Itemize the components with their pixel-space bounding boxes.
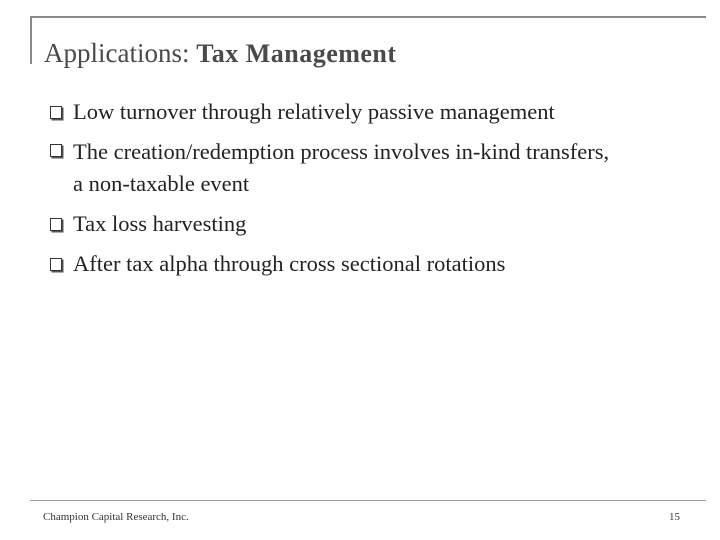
page-number: 15: [669, 511, 680, 523]
bullet-text: After tax alpha through cross sectional rotations: [73, 251, 506, 276]
square-bullet-icon: [50, 144, 62, 157]
square-bullet-icon: [50, 218, 62, 231]
title-frame-top-rule: [30, 16, 706, 18]
square-bullet-icon: [50, 106, 62, 119]
bullet-item: [44, 92, 664, 132]
bullet-list: [44, 92, 664, 284]
bullet-item: [44, 204, 664, 244]
bullet-item: [44, 244, 664, 284]
slide-title-prefix: Applications:: [44, 38, 197, 68]
footer-organization: Champion Capital Research, Inc.: [43, 511, 189, 523]
bullet-text: Low turnover through relatively passive management: [73, 99, 555, 124]
square-bullet-icon: [50, 258, 62, 271]
footer-rule: [30, 500, 706, 501]
slide-title: [44, 33, 397, 74]
bullet-text: Tax loss harvesting: [73, 211, 247, 236]
slide-title-main: Tax Management: [196, 39, 397, 68]
bullet-text: The creation/redemption process involves in-kind transfers, a non-taxable event: [73, 139, 610, 196]
title-frame-left-rule: [30, 16, 32, 64]
bullet-item: [44, 132, 613, 204]
